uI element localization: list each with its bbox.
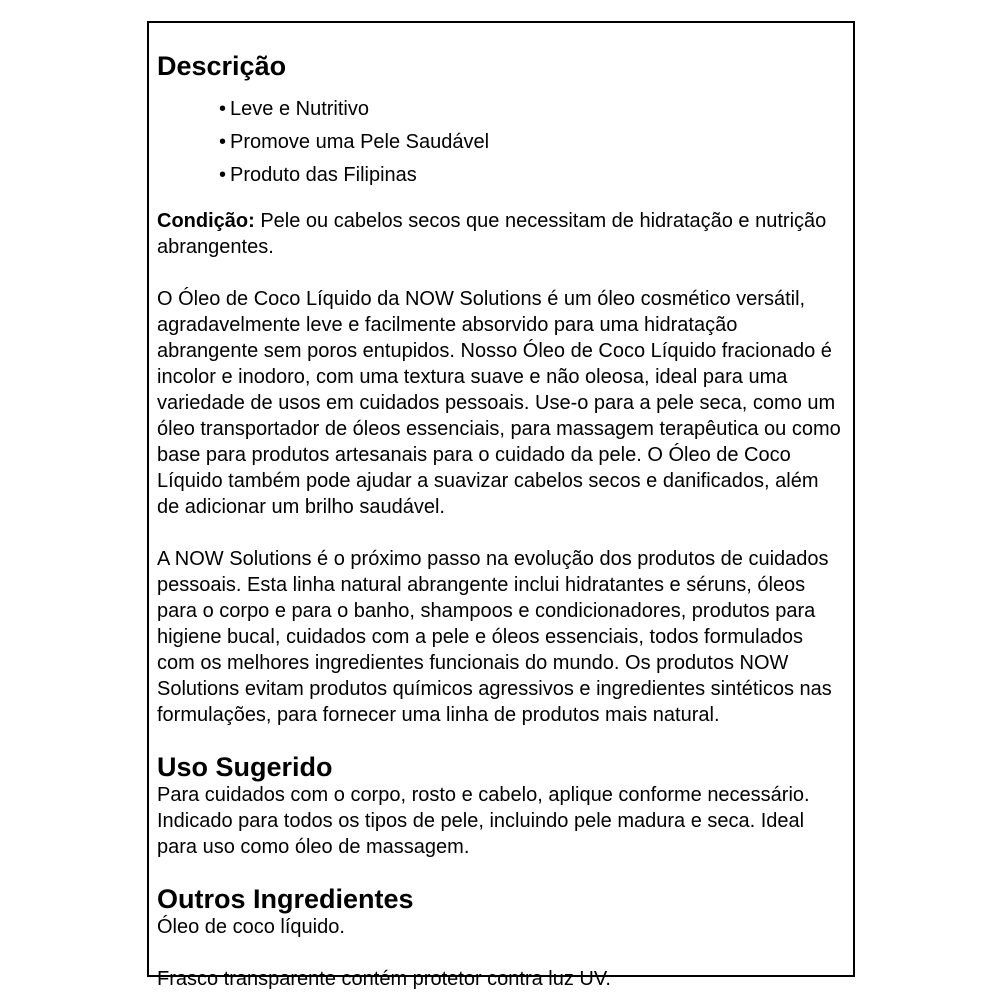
bullet-icon: • xyxy=(219,131,227,153)
sheet-content xyxy=(149,23,853,992)
list-item xyxy=(219,159,841,192)
intro-paragraph: O Óleo de Coco Líquido da NOW Solutions é um óleo cosmético versátil, agradavelmente leve e facilmente absorvido para uma hidratação abrangente sem poros entupidos. Nosso Óleo de Coco Líquido fracionado é incolor e inodoro, com uma textura suave e não oleosa, ideal para uma variedade de usos em cuidados pessoais. Use-o para a pele seca, como um óleo transportador de óleos essenciais, para massagem terapêutica ou como base para produtos artesanais para o cuidado da pele. O Óleo de Coco Líquido também pode ajudar a suavizar cabelos secos e danificados, além de adicionar um brilho saudável. xyxy=(157,288,841,518)
bullet-icon: • xyxy=(219,98,227,120)
description-section-title: Descrição xyxy=(157,51,287,81)
list-item xyxy=(219,126,841,159)
description-bullet-list xyxy=(157,93,841,192)
suggested-use-section-title: Uso Sugerido xyxy=(157,752,333,782)
brand-paragraph: A NOW Solutions é o próximo passo na evolução dos produtos de cuidados pessoais. Esta linha natural abrangente inclui hidratantes e séruns, óleos para o corpo e para o banho, shampoos e condicionadores, produtos para higiene bucal, cuidados com a pele e óleos essenciais, todos formulados com os melhores ingredientes funcionais do mundo. Os produtos NOW Solutions evitam produtos químicos agressivos e ingredientes sintéticos nas formulações, para fornecer uma linha de produtos mais natural. xyxy=(157,548,832,726)
bullet-text: Promove uma Pele Saudável xyxy=(230,131,490,153)
suggested-use-text: Para cuidados com o corpo, rosto e cabelo, aplique conforme necessário. Indicado para todos os tipos de pele, incluindo pele madura e seca. Ideal para uso como óleo de massagem. xyxy=(157,784,810,858)
bullet-text: Leve e Nutritivo xyxy=(230,98,369,120)
bullet-text: Produto das Filipinas xyxy=(230,164,417,186)
uv-protection-note: Frasco transparente contém protetor contra luz UV. xyxy=(157,968,611,990)
bullet-icon: • xyxy=(219,164,227,186)
other-ingredients-text: Óleo de coco líquido. xyxy=(157,916,345,938)
condition-label: Condição: xyxy=(157,210,255,232)
condition-text: Pele ou cabelos secos que necessitam de hidratação e nutrição abrangentes. xyxy=(157,210,827,258)
product-description-sheet xyxy=(147,21,855,990)
condition-paragraph xyxy=(157,208,841,260)
other-ingredients-section-title: Outros Ingredientes xyxy=(157,884,414,914)
list-item xyxy=(219,93,841,126)
